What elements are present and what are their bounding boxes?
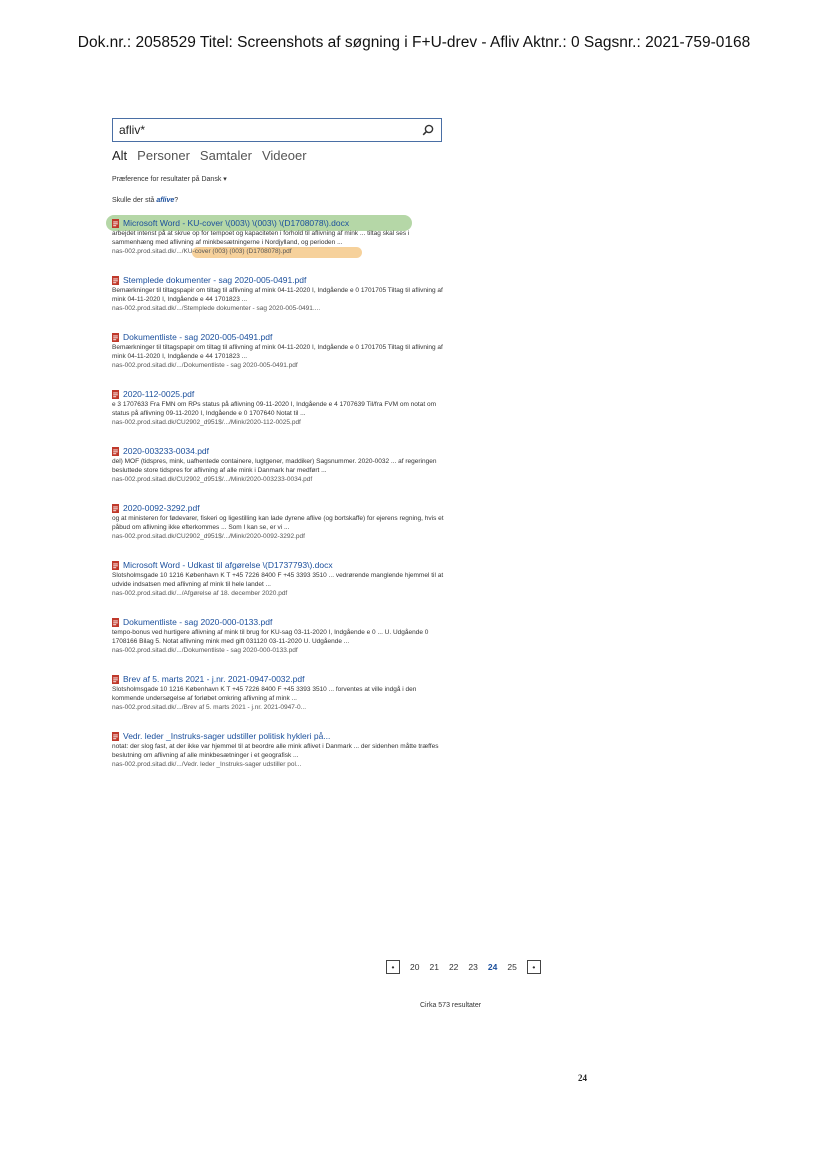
result-snippet: Slotsholmsgade 10 1216 København K T +45 7226 8400 F +45 3393 3510 ... vedrørende manglende hjemmel til at udvide indsatsen med aflivning af mink til hele landet ... [112,572,444,588]
page-link[interactable]: 25 [507,962,517,972]
result-snippet: Bemærkninger til tiltagspapir om tiltag til aflivning af mink 04-11-2020 I, Indgående e 0 1701705 Tiltag til aflivning af mink 04-11-2020 I, Indgående e 44 1701823 ... [112,344,443,360]
result-snippet: arbejdet intenst på at skrue op for tempoet og kapaciteten i forhold til aflivning af mink ... tiltag skal ses i sammenhæng med aflivning af minkbesætningerne i Nordjylland, og perioden ... [112,230,410,246]
pdf-file-icon [112,561,119,570]
result-title: Stemplede dokumenter - sag 2020-005-0491.pdf [123,275,307,285]
result-path[interactable]: nas-002.prod.sitad.dk/.../KU-cover (003) (003) (D1708078).pdf [112,248,292,255]
pdf-file-icon [112,276,119,285]
search-box[interactable] [112,118,442,142]
pdf-file-icon [112,447,119,456]
result-path-wrap [112,305,452,312]
pdf-file-icon [112,618,119,627]
result-item [112,332,452,369]
prev-page-button[interactable]: • [386,960,400,974]
result-title: Vedr. leder _Instruks-sager udstiller politisk hykleri på... [123,731,331,741]
result-title: Dokumentliste - sag 2020-000-0133.pdf [123,617,273,627]
result-item [112,674,452,711]
pdf-file-icon [112,333,119,342]
pdf-file-icon [112,732,119,741]
result-item [112,503,452,540]
pdf-file-icon [112,219,119,228]
page-link[interactable]: 22 [448,962,459,972]
page-number: 24 [578,1073,587,1083]
tab-personer[interactable]: Personer [137,148,190,163]
search-scope-tabs [112,148,452,163]
tab-alt[interactable]: Alt [112,148,128,163]
result-path[interactable]: nas-002.prod.sitad.dk/.../Afgørelse af 18. december 2020.pdf [112,590,288,597]
pdf-file-icon [112,390,119,399]
did-you-mean-suggestion[interactable]: aflive [156,197,175,204]
result-title: 2020-0092-3292.pdf [123,503,200,513]
result-title: 2020-003233-0034.pdf [123,446,210,456]
result-title: Brev af 5. marts 2021 - j.nr. 2021-0947-0032.pdf [123,674,305,684]
result-title-link[interactable] [112,275,452,285]
result-path-wrap [112,647,452,654]
result-title-link[interactable] [112,218,452,228]
result-title: Dokumentliste - sag 2020-005-0491.pdf [123,332,273,342]
result-path[interactable]: nas-002.prod.sitad.dk/CU2902_d951$/.../Mink/2020-003233-0034.pdf [112,476,313,483]
result-title-link[interactable] [112,731,452,741]
result-path[interactable]: nas-002.prod.sitad.dk/CU2902_d951$/.../Mink/2020-0092-3292.pdf [112,533,305,540]
result-path[interactable]: nas-002.prod.sitad.dk/.../Stemplede dokumenter - sag 2020-005-0491.... [112,305,321,312]
did-you-mean [112,197,452,204]
result-path-wrap [112,248,452,255]
result-path[interactable]: nas-002.prod.sitad.dk/.../Vedr. leder _Instruks-sager udstiller pol... [112,761,302,768]
result-count: Cirka 573 resultater [420,1002,482,1009]
result-path-wrap [112,704,452,711]
result-path-wrap [112,476,452,483]
result-path[interactable]: nas-002.prod.sitad.dk/.../Brev af 5. marts 2021 - j.nr. 2021-0947-0... [112,704,307,711]
result-path[interactable]: nas-002.prod.sitad.dk/.../Dokumentliste - sag 2020-005-0491.pdf [112,362,298,369]
language-preference[interactable]: Præference for resultater på Dansk ▾ [112,176,227,183]
did-you-mean-suffix: ? [174,197,179,204]
result-item [112,560,452,597]
result-title-link[interactable] [112,503,452,513]
page-link[interactable]: 20 [410,962,420,972]
result-snippet: Bemærkninger til tiltagspapir om tiltag til aflivning af mink 04-11-2020 I, Indgående e 0 1701705 Tiltag til aflivning af mink 04-11-2020 I, Indgående e 44 1701823 ... [112,287,443,303]
search-input[interactable] [119,123,421,137]
result-title: 2020-112-0025.pdf [123,389,195,399]
result-item [112,218,452,255]
pdf-file-icon [112,504,119,513]
result-snippet: Slotsholmsgade 10 1216 København K T +45 7226 8400 F +45 3393 3510 ... forventes at ville indgå i den kommende undersøgelse af forløbet omkring aflivning af mink ... [112,686,417,702]
result-item [112,275,452,312]
result-item [112,389,452,426]
result-snippet: del) MOF (tidspres, mink, uafhentede containere, lugtgener, maddiker) Sagsnummer. 2020-0032 ... af regeringen besluttede store tidspres for aflivning af alle mink i Danmark har medført ... [112,458,437,474]
result-title: Microsoft Word - Udkast til afgørelse \(D1737793\).docx [123,560,333,570]
result-snippet: og at ministeren for fødevarer, fiskeri og ligestilling kan lade dyrene aflive (og bortskaffe) for ejerens regning, hvis et påbud om aflivning ikke efterkommes ... Som I kan se, er vi ... [112,515,444,531]
result-path-wrap [112,533,452,540]
result-path[interactable]: nas-002.prod.sitad.dk/.../Dokumentliste - sag 2020-000-0133.pdf [112,647,298,654]
result-snippet: tempo-bonus ved hurtigere aflivning af mink til brug for KU-sag 03-11-2020 I, Indgående e 0 ... U. Udgående 0 1708166 Bilag 5. Notat aflivning mink med gift 031120 03-11-2020 U. Udgående ... [112,629,429,645]
result-title: Microsoft Word - KU-cover \(003\) \(003\) \(D1708078\).docx [123,218,350,228]
document-header: Dok.nr.: 2058529 Titel: Screenshots af søgning i F+U-drev - Afliv Aktnr.: 0 Sagsnr.: 2021-759-0168 [77,34,751,51]
did-you-mean-prefix: Skulle der stå [112,197,157,204]
result-path-wrap [112,362,452,369]
results-list [112,218,452,768]
result-title-link[interactable] [112,446,452,456]
search-results-panel [112,118,452,788]
result-title-link[interactable] [112,389,452,399]
result-item [112,617,452,654]
pagination [386,960,541,974]
result-snippet: notat: der slog fast, at der ikke var hjemmel til at beordre alle mink aflivet i Danmark ... der sidenhen måtte træffes beslutning om aflivning af alle minkbesætninger i et geografisk ... [112,743,439,759]
tab-samtaler[interactable]: Samtaler [199,148,252,163]
result-title-link[interactable] [112,332,452,342]
result-path[interactable]: nas-002.prod.sitad.dk/CU2902_d951$/.../Mink/2020-112-0025.pdf [112,419,301,426]
next-page-button[interactable]: • [527,960,541,974]
page-link[interactable]: 21 [429,962,439,972]
result-snippet: e 3 1707633 Fra FMN om RPs status på aflivning 09-11-2020 I, Indgående e 4 1707639 Til/fra FVM om notat om status på aflivning 09-11-2020 I, Indgående e 0 1707640 Notat til ... [112,401,436,417]
result-title-link[interactable] [112,617,452,627]
result-item [112,731,452,768]
result-path-wrap [112,419,452,426]
current-page: 24 [487,962,498,972]
search-icon[interactable] [421,123,435,137]
page-link[interactable]: 23 [468,962,478,972]
result-title-link[interactable] [112,560,452,570]
result-path-wrap [112,761,452,768]
pdf-file-icon [112,675,119,684]
result-item [112,446,452,483]
result-title-link[interactable] [112,674,452,684]
result-path-wrap [112,590,452,597]
tab-videoer[interactable]: Videoer [261,148,307,163]
